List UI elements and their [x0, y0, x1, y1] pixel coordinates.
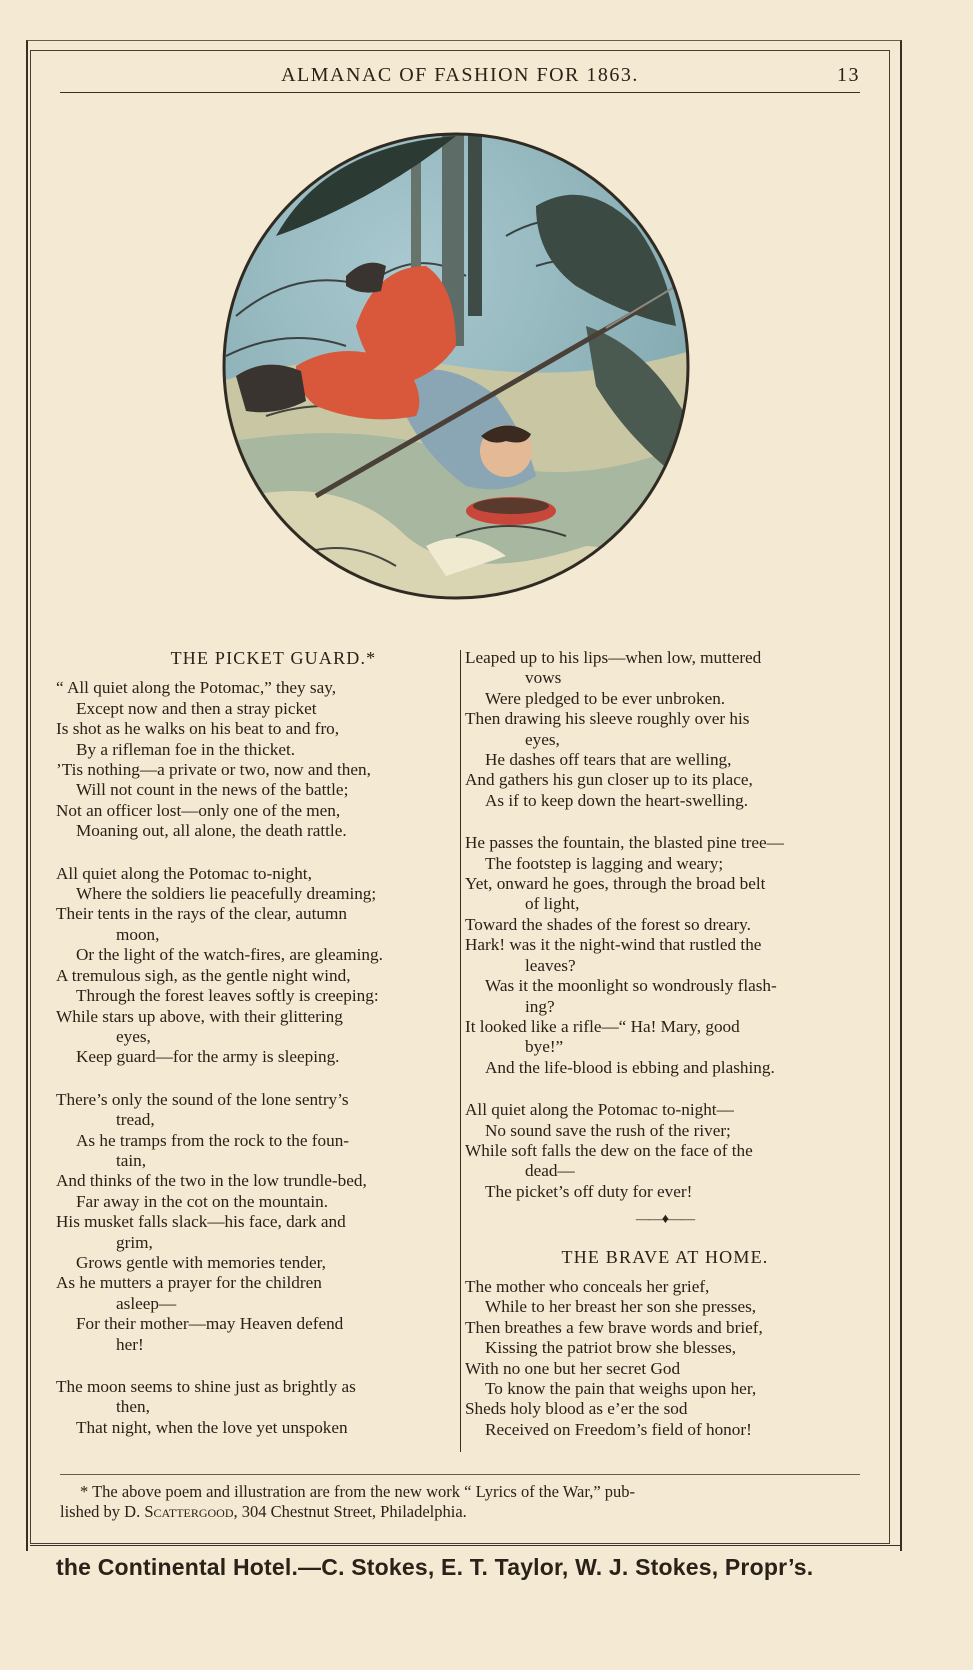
- stanza: [56, 1377, 466, 1438]
- stanza: [465, 648, 865, 811]
- stanza: [465, 1100, 865, 1202]
- poem-line: dead—: [525, 1161, 575, 1181]
- poem-line: Or the light of the watch-fires, are gleaming.: [76, 945, 383, 965]
- poem-line: All quiet along the Potomac to-night,: [56, 863, 312, 883]
- poem-line: “ All quiet along the Potomac,” they say,: [56, 678, 337, 698]
- poem-line: The mother who conceals her grief,: [465, 1276, 710, 1296]
- poem-line: It looked like a rifle—“ Ha! Mary, good: [465, 1016, 740, 1036]
- bleed-through-advert: the Continental Hotel.—C. Stokes, E. T. Taylor, W. J. Stokes, Propr’s.: [56, 1554, 814, 1580]
- stanza: [465, 1277, 865, 1440]
- poem-line: For their mother—may Heaven defend: [76, 1314, 344, 1334]
- footnote: [60, 1482, 860, 1522]
- stanza: [56, 864, 466, 1068]
- stanza: [56, 1090, 466, 1355]
- poem-line: Then breathes a few brave words and brief,: [465, 1317, 763, 1337]
- poem-line: Moaning out, all alone, the death rattle.: [76, 821, 347, 841]
- poem-line: As he tramps from the rock to the foun-: [76, 1130, 350, 1150]
- poem-line: then,: [116, 1397, 150, 1417]
- poem-line: While to her breast her son she presses,: [485, 1297, 757, 1317]
- poem-line: To know the pain that weighs upon her,: [485, 1379, 757, 1398]
- poem-line: eyes,: [525, 729, 560, 749]
- ornament-divider: ——♦——: [635, 1212, 695, 1228]
- left-column: [56, 648, 466, 1460]
- footnote-line: * The above poem and illustration are from the new work “ Lyrics of the War,” pub-: [80, 1482, 636, 1501]
- poem-line: vows: [525, 668, 562, 688]
- poem-line: Except now and then a stray picket: [76, 698, 317, 718]
- poem-line: Not an officer lost—only one of the men,: [56, 800, 341, 820]
- poem-line: tain,: [116, 1150, 147, 1170]
- poem-line: ing?: [525, 996, 555, 1016]
- poem-line: ’Tis nothing—a private or two, now and then,: [56, 760, 371, 780]
- poem-line: Was it the moonlight so wondrously flash-: [485, 976, 777, 996]
- poem-line: Sheds holy blood as e’er the sod: [465, 1399, 688, 1419]
- poem-line: asleep—: [116, 1293, 177, 1313]
- poem-line: bye!”: [525, 1037, 564, 1057]
- poem-line: There’s only the sound of the lone sentry’s: [56, 1089, 349, 1109]
- stanza: [56, 678, 466, 841]
- poem-line: of light,: [525, 894, 580, 914]
- poem-line: His musket falls slack—his face, dark and: [56, 1212, 346, 1232]
- poem-line: leaves?: [525, 955, 576, 975]
- poem-line: Leaped up to his lips—when low, muttered: [465, 648, 762, 667]
- poem-line: Far away in the cot on the mountain.: [76, 1191, 329, 1211]
- poem-line: Grows gentle with memories tender,: [76, 1252, 326, 1272]
- poem-line: A tremulous sigh, as the gentle night wind,: [56, 965, 351, 985]
- poem-line: Received on Freedom’s field of honor!: [485, 1419, 752, 1439]
- poem-line: Is shot as he walks on his beat to and fro,: [56, 719, 340, 739]
- poem-line: Their tents in the rays of the clear, autumn: [56, 904, 347, 924]
- running-header: [60, 58, 860, 93]
- poem-line: tread,: [116, 1110, 155, 1130]
- poem-line: He passes the fountain, the blasted pine tree—: [465, 833, 784, 853]
- poem-line: By a rifleman foe in the thicket.: [76, 739, 296, 759]
- poem-line: That night, when the love yet unspoken: [76, 1417, 348, 1437]
- poem-line: The footstep is lagging and weary;: [485, 853, 724, 873]
- poem-line: Where the soldiers lie peacefully dreaming;: [76, 884, 377, 904]
- poem-line: eyes,: [116, 1026, 151, 1046]
- poem-line: With no one but her secret God: [465, 1358, 681, 1378]
- page-number: 13: [837, 64, 860, 86]
- poem-line: And the life-blood is ebbing and plashing.: [485, 1057, 775, 1077]
- poem-line: And gathers his gun closer up to its place,: [465, 770, 753, 790]
- wounded-picket-soldier-illustration: [206, 116, 706, 616]
- footnote-line: [60, 1502, 860, 1522]
- publisher-name: Scattergood: [144, 1502, 234, 1521]
- running-title: ALMANAC OF FASHION FOR 1863.: [281, 63, 639, 86]
- footnote-text: lished by D.: [60, 1502, 145, 1521]
- poem-line: Will not count in the news of the battle;: [76, 780, 349, 800]
- poem-line: moon,: [116, 924, 160, 944]
- poem-title-picket-guard: THE PICKET GUARD.*: [170, 648, 377, 668]
- poem-line: her!: [116, 1334, 144, 1354]
- footnote-text: , 304 Chestnut Street, Philadelphia.: [233, 1502, 467, 1521]
- poem-line: As if to keep down the heart-swelling.: [485, 790, 748, 810]
- right-column: [465, 648, 865, 1462]
- poem-line: Keep guard—for the army is sleeping.: [76, 1047, 340, 1067]
- poem-line: Kissing the patriot brow she blesses,: [485, 1338, 737, 1358]
- poem-line: While soft falls the dew on the face of the: [465, 1140, 753, 1160]
- poem-line: Yet, onward he goes, through the broad belt: [465, 874, 766, 894]
- stanza: [465, 833, 865, 1078]
- poem-line: Then drawing his sleeve roughly over his: [465, 709, 750, 729]
- poem-title-brave-at-home: THE BRAVE AT HOME.: [561, 1246, 769, 1267]
- poem-line: Hark! was it the night-wind that rustled the: [465, 935, 762, 955]
- poem-line: No sound save the rush of the river;: [485, 1120, 731, 1140]
- poem-line: The moon seems to shine just as brightly as: [56, 1377, 356, 1396]
- poem-line: grim,: [116, 1232, 153, 1252]
- poem-line: As he mutters a prayer for the children: [56, 1273, 322, 1293]
- poem-line: Through the forest leaves softly is creeping:: [76, 986, 379, 1006]
- poem-line: And thinks of the two in the low trundle-bed,: [56, 1171, 367, 1191]
- bottom-rule: [30, 1545, 900, 1546]
- poem-line: All quiet along the Potomac to-night—: [465, 1100, 734, 1120]
- poem-line: The picket’s off duty for ever!: [485, 1181, 693, 1201]
- footnote-rule: [60, 1474, 860, 1475]
- poem-line: Were pledged to be ever unbroken.: [485, 688, 726, 708]
- poem-line: While stars up above, with their glittering: [56, 1006, 343, 1026]
- poem-line: Toward the shades of the forest so dreary.: [465, 914, 751, 934]
- poem-line: He dashes off tears that are welling,: [485, 750, 732, 770]
